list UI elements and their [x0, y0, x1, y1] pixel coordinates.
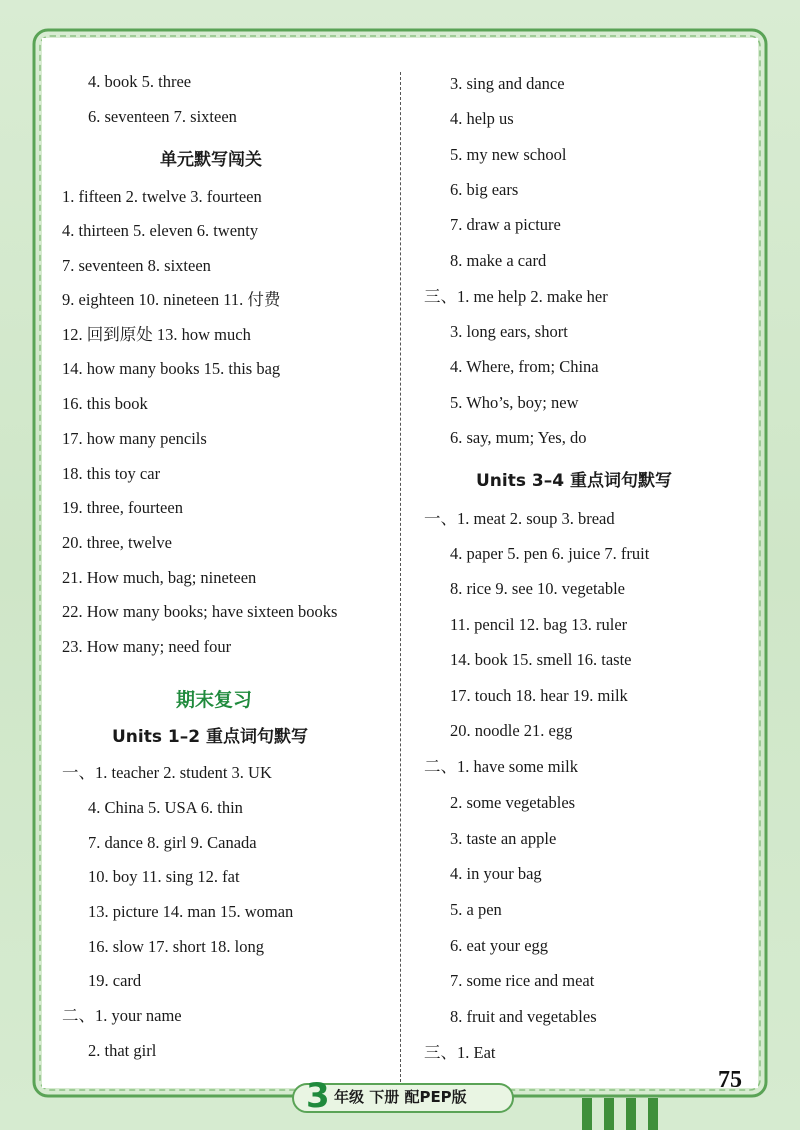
answer-line: 6. say, mum; Yes, do	[450, 428, 587, 447]
answer-line: 6. eat your egg	[450, 936, 549, 955]
answer-line: 二、1. have some milk	[424, 757, 578, 776]
page-content	[42, 38, 758, 1088]
answer-line: 13. picture 14. man 15. woman	[88, 902, 294, 921]
decorative-stripe	[582, 1098, 592, 1130]
answer-line: 8. make a card	[450, 251, 547, 270]
answer-line: 4. China 5. USA 6. thin	[88, 798, 243, 817]
answer-line: 4. book 5. three	[88, 72, 192, 91]
answer-line: 三、1. Eat	[424, 1043, 496, 1062]
answer-line: 23. How many; need four	[62, 637, 232, 656]
column-divider	[400, 72, 401, 1082]
section-heading-unit-dictation: 单元默写闯关	[160, 150, 262, 170]
answer-line: 3. sing and dance	[450, 74, 565, 93]
answer-line: 三、1. me help 2. make her	[424, 287, 608, 306]
answer-line: 16. slow 17. short 18. long	[88, 937, 265, 956]
section-heading-final-review: 期末复习	[176, 689, 253, 711]
answer-line: 20. noodle 21. egg	[450, 721, 573, 740]
answer-line: 10. boy 11. sing 12. fat	[88, 867, 240, 886]
answer-line: 20. three, twelve	[62, 533, 172, 552]
answer-line: 4. in your bag	[450, 864, 542, 883]
answer-line: 5. my new school	[450, 145, 567, 164]
answer-line: 二、1. your name	[62, 1006, 182, 1025]
grade-edition-label: 年级 下册 配PEP版	[334, 1088, 467, 1106]
answer-line: 一、1. teacher 2. student 3. UK	[62, 763, 272, 782]
answer-line: 14. how many books 15. this bag	[62, 359, 281, 378]
answer-line: 4. thirteen 5. eleven 6. twenty	[62, 221, 259, 240]
answer-line: 12. 回到原处 13. how much	[62, 325, 251, 344]
answer-line: 7. draw a picture	[450, 215, 561, 234]
answer-line: 5. Who’s, boy; new	[450, 393, 579, 412]
answer-line: 8. fruit and vegetables	[450, 1007, 597, 1026]
grade-number: 3	[306, 1076, 330, 1116]
section-heading-units-3-4: Units 3–4 重点词句默写	[476, 471, 672, 491]
answer-line: 17. touch 18. hear 19. milk	[450, 686, 628, 705]
answer-line: 1. fifteen 2. twelve 3. fourteen	[62, 187, 262, 206]
answer-line: 4. help us	[450, 109, 514, 128]
decorative-stripe	[648, 1098, 658, 1130]
answer-line: 19. card	[88, 971, 142, 990]
answer-line: 6. seventeen 7. sixteen	[88, 107, 237, 126]
answer-line: 21. How much, bag; nineteen	[62, 568, 257, 587]
decorative-stripe	[604, 1098, 614, 1130]
answer-line: 17. how many pencils	[62, 429, 207, 448]
answer-line: 18. this toy car	[62, 464, 161, 483]
answer-line: 8. rice 9. see 10. vegetable	[450, 579, 626, 598]
answer-line: 11. pencil 12. bag 13. ruler	[450, 615, 628, 634]
answer-line: 22. How many books; have sixteen books	[62, 602, 338, 621]
answer-line: 5. a pen	[450, 900, 502, 919]
answer-line: 19. three, fourteen	[62, 498, 183, 517]
answer-line: 3. long ears, short	[450, 322, 568, 341]
answer-line: 16. this book	[62, 394, 148, 413]
answer-line: 一、1. meat 2. soup 3. bread	[424, 509, 615, 528]
answer-line: 7. seventeen 8. sixteen	[62, 256, 211, 275]
answer-line: 9. eighteen 10. nineteen 11. 付费	[62, 290, 281, 309]
answer-line: 2. that girl	[88, 1041, 157, 1060]
answer-line: 7. dance 8. girl 9. Canada	[88, 833, 257, 852]
answer-line: 14. book 15. smell 16. taste	[450, 650, 632, 669]
answer-line: 2. some vegetables	[450, 793, 576, 812]
answer-line: 4. Where, from; China	[450, 357, 599, 376]
answer-line: 7. some rice and meat	[450, 971, 595, 990]
page-number: 75	[718, 1067, 742, 1093]
answer-line: 3. taste an apple	[450, 829, 557, 848]
answer-line: 6. big ears	[450, 180, 519, 199]
answer-line: 4. paper 5. pen 6. juice 7. fruit	[450, 544, 650, 563]
section-heading-units-1-2: Units 1–2 重点词句默写	[112, 727, 308, 747]
decorative-stripe	[626, 1098, 636, 1130]
